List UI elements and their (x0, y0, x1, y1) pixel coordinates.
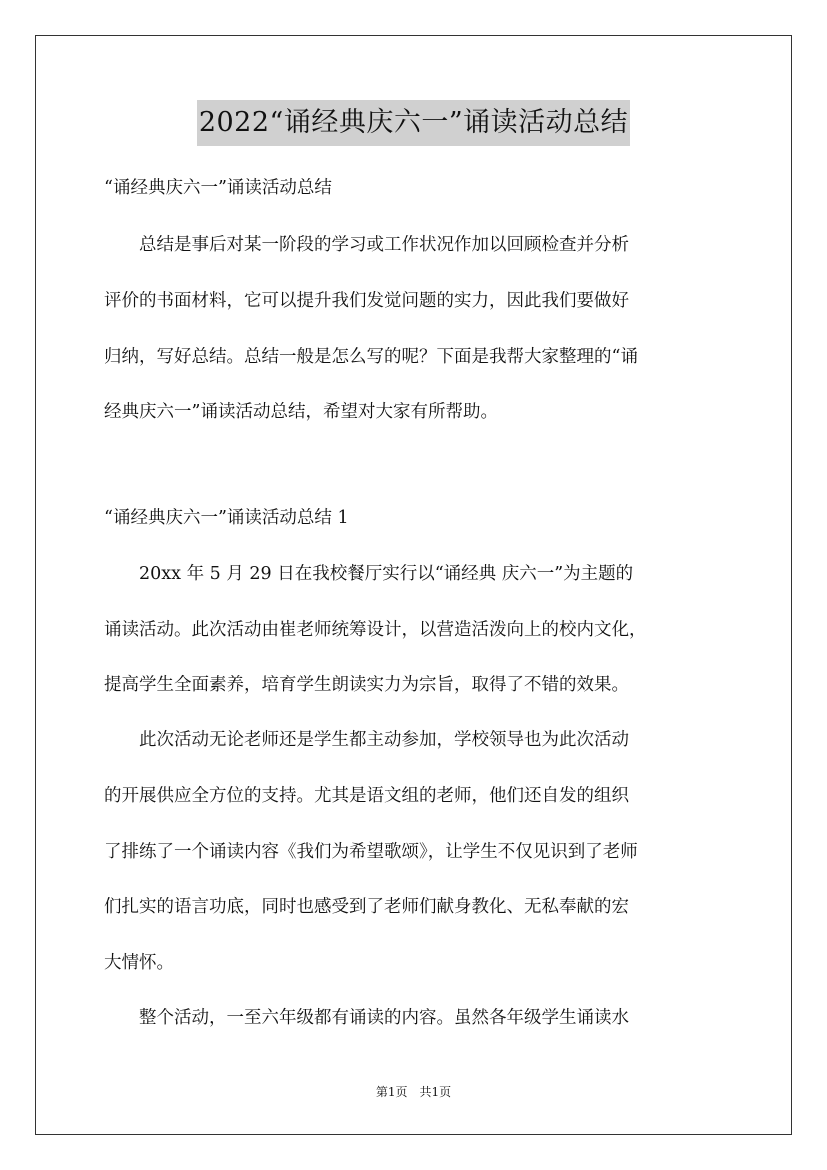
para2-line-3: 了排练了一个诵读内容《我们为希望歌颂》，让学生不仅见识到了老师 (104, 842, 638, 862)
intro-line-2: 评价的书面材料，它可以提升我们发觉问题的实力，因此我们要做好 (104, 291, 629, 311)
para2-line-2: 的开展供应全方位的支持。尤其是语文组的老师，他们还自发的组织 (104, 786, 629, 806)
title-wrap (0, 100, 827, 146)
intro-line-3: 归纳，写好总结。总结一般是怎么写的呢？下面是我帮大家整理的“诵 (104, 347, 638, 367)
para2-line-5: 大情怀。 (104, 953, 174, 973)
subtitle: “诵经典庆六一”诵读活动总结 (104, 178, 332, 198)
para2-line-4: 们扎实的语言功底，同时也感受到了老师们献身教化、无私奉献的宏 (104, 897, 629, 917)
section-heading: “诵经典庆六一”诵读活动总结 1 (104, 508, 349, 528)
para2-line-1: 此次活动无论老师还是学生都主动参加，学校领导也为此次活动 (104, 730, 629, 750)
para1-line-1: 20xx 年 5 月 29 日在我校餐厅实行以“诵经典 庆六一”为主题的 (104, 564, 634, 584)
para3-line-1: 整个活动，一至六年级都有诵读的内容。虽然各年级学生诵读水 (104, 1008, 629, 1028)
para1-line-3: 提高学生全面素养，培育学生朗读实力为宗旨，取得了不错的效果。 (104, 675, 629, 695)
intro-line-4: 经典庆六一”诵读活动总结，希望对大家有所帮助。 (104, 402, 498, 422)
intro-line-1: 总结是事后对某一阶段的学习或工作状况作加以回顾检查并分析 (104, 235, 629, 255)
page-footer: 第1页 共1页 (375, 1085, 452, 1099)
para1-line-2: 诵读活动。此次活动由崔老师统筹设计，以营造活泼向上的校内文化， (104, 620, 647, 640)
document-title: 2022“诵经典庆六一”诵读活动总结 (197, 100, 630, 146)
